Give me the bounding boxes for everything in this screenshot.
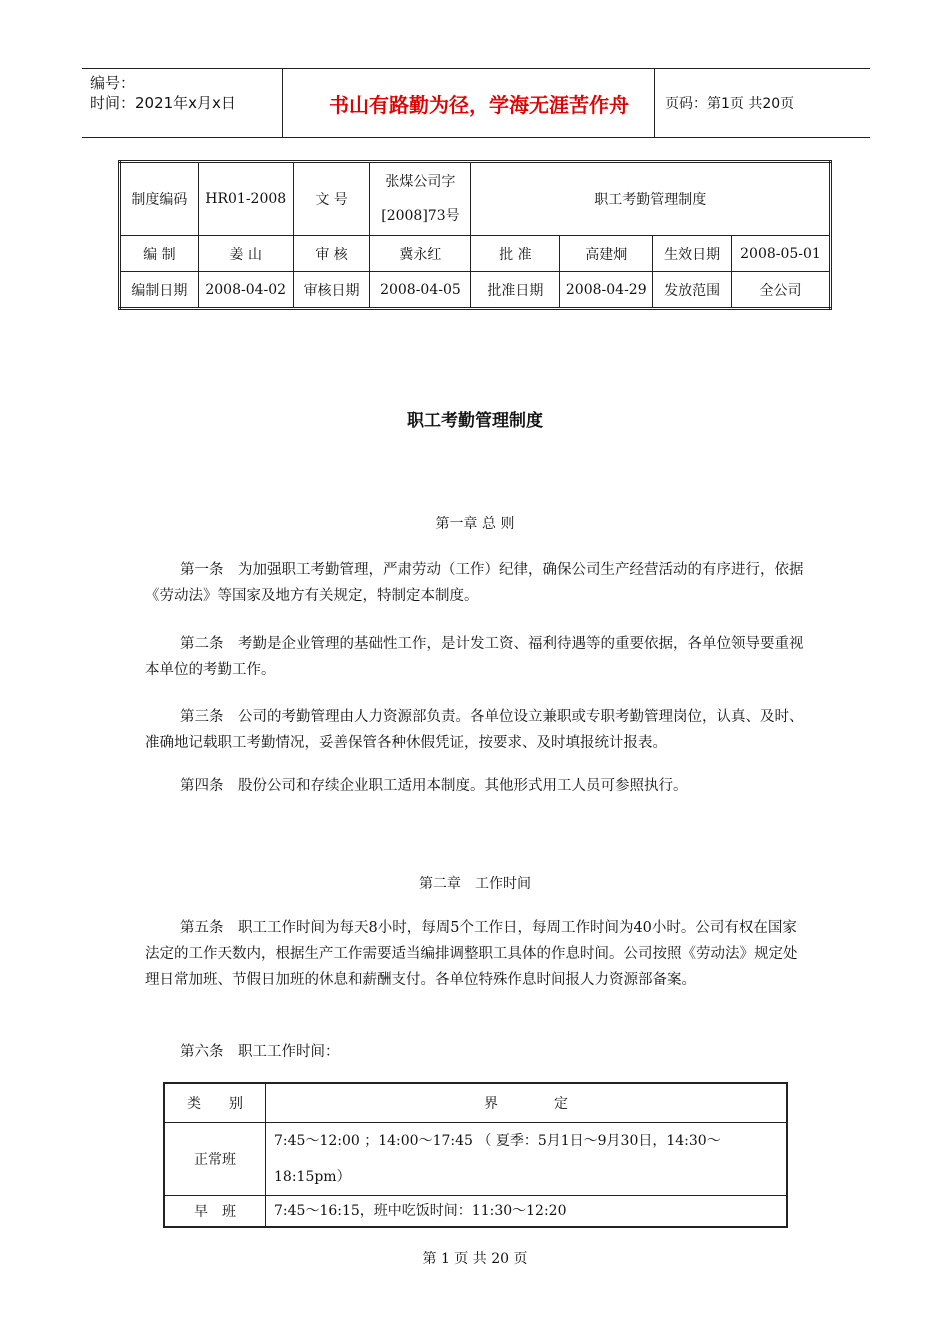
chapter-1-heading: 第一章 总 则 [435,516,515,532]
doc-number-line1: 张煤公司字 [385,174,456,190]
header-divider [654,69,655,137]
header-meta [90,73,236,113]
doc-number-value [370,162,471,236]
author-value: 姜 山 [198,236,293,272]
effective-date-label: 生效日期 [653,236,732,272]
article-6: 第六条 职工工作时间： [180,1044,340,1060]
review-date-value: 2008-04-05 [370,272,471,309]
distribution-label: 发放范围 [653,272,732,309]
info-row [120,236,831,272]
article-2: 第二条 考勤是企业管理的基础性工作，是计发工资、福利待遇等的重要依据，各单位领导要重视本单位的考勤工作。 [145,636,804,678]
info-row [120,162,831,236]
approver-label: 批 准 [471,236,560,272]
reviewer-label: 审 核 [293,236,370,272]
shift-type: 正常班 [164,1123,266,1196]
approve-date-label: 批准日期 [471,272,560,309]
shift-definition: 7:45～12:00 ；14:00～17:45 （ 夏季：5月1日～9月30日，14:30～18:15pm） [266,1123,788,1196]
doc-number-line2: [2008]73号 [381,208,460,224]
author-date-value: 2008-04-02 [198,272,293,309]
effective-date-value: 2008-05-01 [731,236,830,272]
reviewer-value: 冀永红 [370,236,471,272]
page-footer: 第 1 页 共 20 页 [422,1251,528,1267]
code-label: 制度编码 [120,162,199,236]
article-3: 第三条 公司的考勤管理由人力资源部负责。各单位设立兼职或专职考勤管理岗位，认真、及时、准确地记载职工考勤情况，妥善保管各种休假凭证，按要求、及时填报统计报表。 [145,709,804,751]
review-date-label: 审核日期 [293,272,370,309]
approve-date-value: 2008-04-29 [560,272,653,309]
table-row [164,1196,787,1228]
article-4: 第四条 股份公司和存续企业职工适用本制度。其他形式用工人员可参照执行。 [180,778,688,794]
header-page-info: 页码：第1页 共20页 [665,96,795,112]
header-time: 时间：2021年x月x日 [90,94,236,112]
header-divider [282,69,283,137]
header-number: 编号： [90,74,136,92]
shift-type: 早 班 [164,1196,266,1228]
document-info-table [118,160,832,310]
article-1: 第一条 为加强职工考勤管理，严肃劳动（工作）纪律，确保公司生产经营活动的有序进行，依据《劳动法》等国家及地方有关规定，特制定本制度。 [145,562,804,604]
shift-definition: 7:45～16:15，班中吃饭时间：11:30～12:20 [266,1196,788,1228]
chapter-2-heading: 第二章 工作时间 [419,876,531,892]
column-header-type: 类 别 [164,1083,266,1123]
author-label: 编 制 [120,236,199,272]
article-5: 第五条 职工工作时间为每天8小时，每周5个工作日，每周工作时间为40小时。公司有权在国家法定的工作天数内，根据生产工作需要适当编排调整职工具体的作息时间。公司按照《劳动法》规定处理日常加班、节假日加班的休息和薪酬支付。各单位特殊作息时间报人力资源部备案。 [145,920,798,988]
distribution-value: 全公司 [731,272,830,309]
author-date-label: 编制日期 [120,272,199,309]
work-time-table [163,1082,788,1228]
regulation-name: 职工考勤管理制度 [471,162,831,236]
code-value: HR01-2008 [198,162,293,236]
doc-number-label: 文 号 [293,162,370,236]
table-row [164,1123,787,1196]
table-header-row [164,1083,787,1123]
header-motto: 书山有路勤为径，学海无涯苦作舟 [329,93,629,117]
column-header-definition: 界 定 [266,1083,788,1123]
info-row [120,272,831,309]
document-title: 职工考勤管理制度 [407,411,543,431]
approver-value: 高建炯 [560,236,653,272]
page-header [82,68,870,138]
